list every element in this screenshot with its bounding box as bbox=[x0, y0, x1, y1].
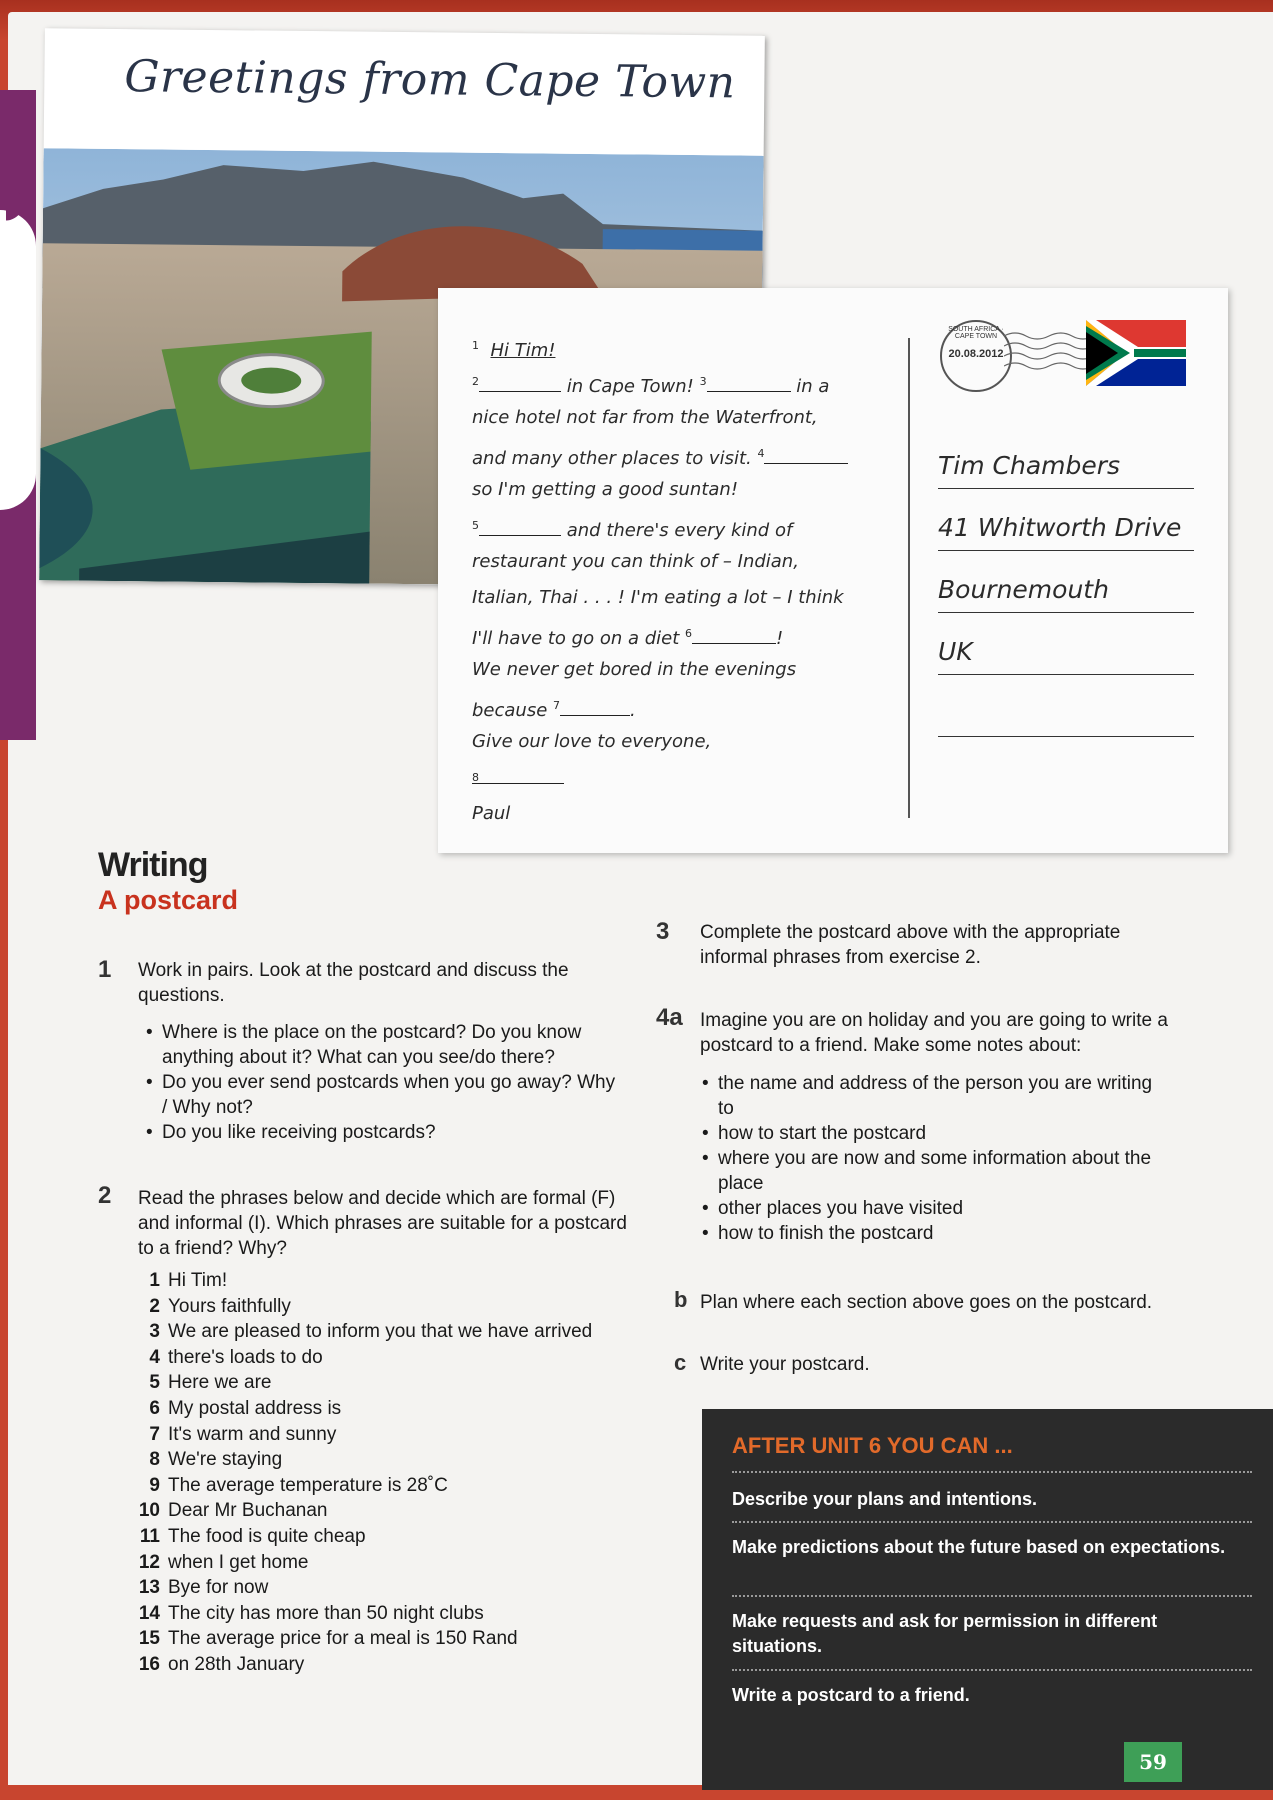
address-line-name: Tim Chambers bbox=[938, 444, 1194, 489]
postmark bbox=[940, 320, 1012, 392]
ex4b-letter: b bbox=[674, 1287, 688, 1312]
phrase-item bbox=[138, 1268, 592, 1294]
phrase-number: 8 bbox=[149, 1449, 160, 1471]
phrase-text: Dear Mr Buchanan bbox=[168, 1500, 328, 1522]
phrase-text: My postal address is bbox=[168, 1397, 342, 1419]
phrase-text: The average price for a meal is 150 Rand bbox=[168, 1628, 518, 1650]
postmark-date: 20.08.2012 bbox=[948, 348, 1004, 360]
phrase-text: Here we are bbox=[168, 1372, 272, 1394]
phrase-text: We're staying bbox=[168, 1449, 283, 1471]
ex4a-note: • other places you have visited bbox=[702, 1196, 1172, 1221]
ex3-number: 3 bbox=[656, 918, 670, 945]
after-unit-box bbox=[702, 1409, 1273, 1790]
phrase-number: 12 bbox=[138, 1551, 160, 1573]
phrase-item bbox=[138, 1652, 592, 1678]
phrase-number: 15 bbox=[138, 1628, 160, 1650]
phrase-number: 7 bbox=[149, 1423, 160, 1445]
postmark-wavy-lines bbox=[1004, 328, 1094, 378]
ex4a-note: • where you are now and some information about the place bbox=[702, 1146, 1172, 1196]
phrase-number: 13 bbox=[138, 1577, 160, 1599]
ex4a-note: • how to finish the postcard bbox=[702, 1221, 1172, 1246]
address-line-city: Bournemouth bbox=[938, 568, 1194, 613]
phrase-number: 11 bbox=[139, 1525, 160, 1547]
phrase-number: 16 bbox=[138, 1653, 160, 1675]
phrase-item bbox=[138, 1422, 592, 1448]
ex4a-note: • the name and address of the person you are writing to bbox=[702, 1071, 1172, 1121]
ex4a-number: 4a bbox=[656, 1004, 683, 1031]
after-unit-item: Make predictions about the future based on expectations. bbox=[732, 1537, 1226, 1557]
phrase-text: on 28th January bbox=[168, 1653, 305, 1675]
ex1-question: • Where is the place on the postcard? Do you know anything about it? What can you see/do there? bbox=[146, 1020, 616, 1070]
phrase-item bbox=[138, 1498, 592, 1524]
after-unit-heading: AFTER UNIT 6 YOU CAN ... bbox=[732, 1433, 1013, 1458]
ex1-instruction: Work in pairs. Look at the postcard and discuss the questions. bbox=[138, 960, 569, 1006]
ex4a-notes bbox=[702, 1071, 1172, 1246]
postcard-divider bbox=[908, 338, 910, 818]
ex4b-instruction: Plan where each section above goes on the postcard. bbox=[700, 1292, 1153, 1313]
phrase-text: The food is quite cheap bbox=[168, 1525, 366, 1547]
phrase-text: We are pleased to inform you that we have arrived bbox=[168, 1321, 593, 1343]
postcard-message: $^1$ Hi Tim! $^2$ in Cape Town! $^3$ in a nice hotel not far from the Waterfront, and many other places to visit. $^4$ so I'm getting a good suntan! $^5$ and there's every kind of restaurant you can think of – Indian, Italian, Thai . . . ! I'm eating a lot – I think I'll have to go on a diet $^6$ ! We never get bored in the evenings because $^7$ . Give our love to everyone, $^8$ Paul bbox=[472, 328, 872, 832]
ex2-phrase-list bbox=[138, 1268, 592, 1678]
phrase-text: when I get home bbox=[168, 1551, 309, 1573]
ex2-instruction: Read the phrases below and decide which are formal (F) and informal (I). Which phrases are suitable for a postcard to a friend? Why? bbox=[138, 1188, 627, 1259]
phrase-number: 3 bbox=[149, 1321, 160, 1343]
phrase-number: 14 bbox=[138, 1602, 160, 1624]
ex3-instruction: Complete the postcard above with the appropriate informal phrases from exercise 2. bbox=[700, 922, 1121, 968]
phrase-text: It's warm and sunny bbox=[168, 1423, 337, 1445]
postcard-title: Greetings from Cape Town bbox=[124, 51, 736, 109]
phrase-number: 9 bbox=[149, 1474, 160, 1496]
ex1-question: • Do you ever send postcards when you go away? Why / Why not? bbox=[146, 1070, 616, 1120]
phrase-item bbox=[138, 1524, 592, 1550]
address-line-street: 41 Whitworth Drive bbox=[938, 506, 1194, 551]
phrase-number: 5 bbox=[149, 1372, 160, 1394]
ex4c-letter: c bbox=[674, 1350, 687, 1375]
phrase-item bbox=[138, 1319, 592, 1345]
phrase-item bbox=[138, 1447, 592, 1473]
after-unit-item: Write a postcard to a friend. bbox=[732, 1685, 970, 1705]
phrase-item bbox=[138, 1294, 592, 1320]
ex1-question: • Do you like receiving postcards? bbox=[146, 1120, 616, 1145]
phrase-text: Bye for now bbox=[168, 1577, 269, 1599]
phrase-number: 6 bbox=[149, 1397, 160, 1419]
ex4a-instruction: Imagine you are on holiday and you are going to write a postcard to a friend. Make some notes about: bbox=[700, 1010, 1168, 1056]
ex1-questions bbox=[146, 1020, 616, 1145]
phrase-number: 1 bbox=[149, 1270, 160, 1291]
phrase-item bbox=[138, 1601, 592, 1627]
south-africa-flag-stamp bbox=[1086, 320, 1186, 386]
phrase-item bbox=[138, 1473, 592, 1499]
after-unit-item: Describe your plans and intentions. bbox=[732, 1489, 1038, 1509]
phrase-text: Yours faithfully bbox=[168, 1295, 291, 1317]
address-line-country: UK bbox=[938, 630, 1194, 675]
address-line-empty bbox=[938, 692, 1194, 737]
ex1-number: 1 bbox=[98, 956, 112, 983]
after-unit-item: Make requests and ask for permission in different situations. bbox=[732, 1611, 1158, 1656]
ex2-number: 2 bbox=[98, 1182, 112, 1209]
phrase-text: The average temperature is 28˚C bbox=[168, 1474, 448, 1496]
phrase-item bbox=[138, 1345, 592, 1371]
postmark-ring-text: SOUTH AFRICA · CAPE TOWN bbox=[948, 326, 1004, 340]
phrase-item bbox=[138, 1550, 592, 1576]
phrase-number: 10 bbox=[138, 1500, 160, 1522]
phrase-text: there's loads to do bbox=[168, 1346, 323, 1368]
phrase-text: Hi Tim! bbox=[168, 1270, 228, 1291]
postcard-back bbox=[438, 288, 1228, 853]
phrase-text: The city has more than 50 night clubs bbox=[168, 1602, 484, 1624]
phrase-item bbox=[138, 1370, 592, 1396]
section-subtitle: A postcard bbox=[98, 885, 239, 915]
phrase-item bbox=[138, 1575, 592, 1601]
phrase-number: 4 bbox=[149, 1346, 160, 1368]
page-number: 59 bbox=[1124, 1742, 1182, 1782]
section-title: Writing bbox=[98, 846, 208, 884]
phrase-number: 2 bbox=[149, 1295, 160, 1317]
ex4a-note: • how to start the postcard bbox=[702, 1121, 1172, 1146]
greeting-text: Hi Tim! bbox=[490, 340, 556, 361]
ex4c-instruction: Write your postcard. bbox=[700, 1354, 870, 1375]
unit-marker-icon: ◗ bbox=[2, 175, 26, 226]
signature-blank bbox=[472, 783, 564, 784]
phrase-item bbox=[138, 1396, 592, 1422]
phrase-item bbox=[138, 1626, 592, 1652]
